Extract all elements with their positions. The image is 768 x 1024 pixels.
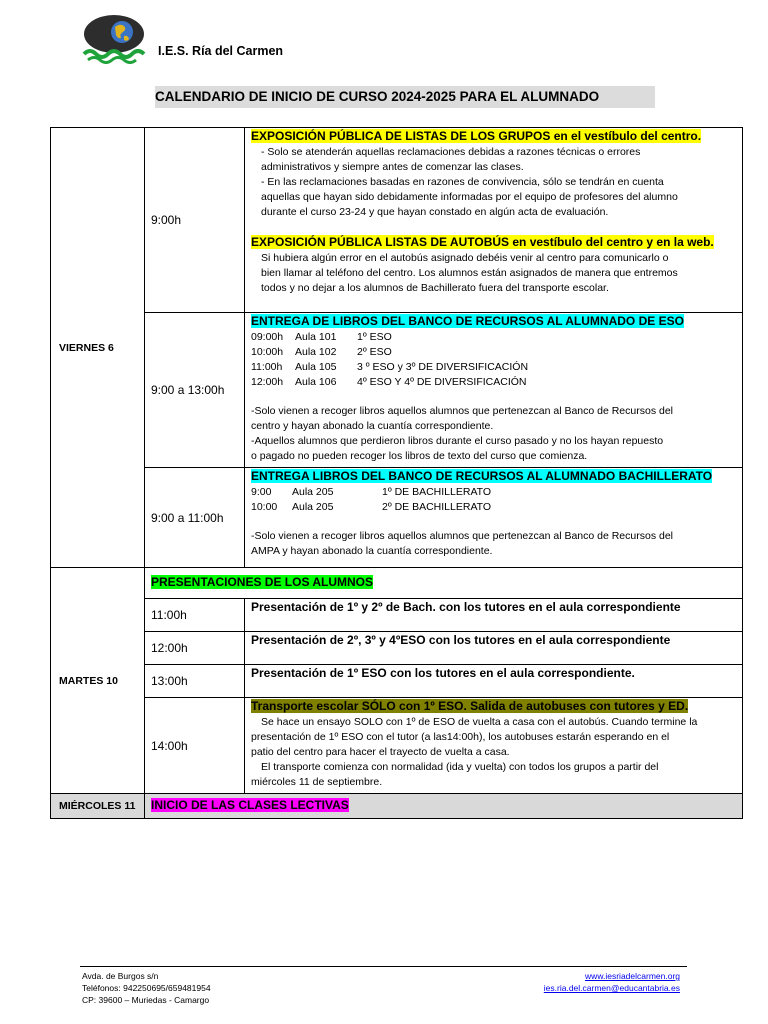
time-cell: 9:00 a 13:00h xyxy=(145,313,245,468)
highlight-heading-bus: EXPOSICIÓN PÚBLICA LISTAS DE AUTOBÚS en vestíbulo del centro y en la web. xyxy=(251,235,714,249)
footer-links xyxy=(544,970,680,994)
time-cell: 9:00h xyxy=(145,128,245,313)
text-line: o pagado no pueden recoger los libros de texto del curso que comienza. xyxy=(251,450,588,462)
schedule-list xyxy=(251,330,738,390)
content-cell-eso-books xyxy=(245,313,743,468)
tuesday-heading-row xyxy=(51,568,743,599)
tuesday-bus-row xyxy=(51,698,743,794)
text-line: patio del centro para hacer el trayecto de vuelta a casa. xyxy=(251,746,510,758)
schedule-group: 3 º ESO y 3º DE DIVERSIFICACIÓN xyxy=(357,361,529,373)
content-cell-bus xyxy=(245,698,743,794)
highlight-heading-groups: EXPOSICIÓN PÚBLICA DE LISTAS DE LOS GRUPOS en el vestíbulo del centro. xyxy=(251,129,702,143)
friday-row-1 xyxy=(51,128,743,313)
tuesday-row xyxy=(51,599,743,632)
highlight-heading-bach: ENTREGA LIBROS DEL BANCO DE RECURSOS AL ALUMNADO BACHILLERATO xyxy=(251,469,713,483)
friday-row-2 xyxy=(51,313,743,468)
schedule-hour: 10:00 xyxy=(251,501,278,513)
text-line: AMPA y hayan abonado la cuantía correspondiente. xyxy=(251,545,493,557)
schedule-hour: 12:00h xyxy=(251,376,284,388)
text-line: -Solo vienen a recoger libros aquellos alumnos que pertenezcan al Banco de Recursos del xyxy=(251,405,674,417)
text-line: administrativos y siempre antes de comenzar las clases. xyxy=(261,161,524,173)
tuesday-row xyxy=(51,632,743,665)
day-cell-friday: VIERNES 6 xyxy=(51,128,145,568)
text-line: - Solo se atenderán aquellas reclamaciones debidas a razones técnicas o errores xyxy=(261,146,641,158)
presentation-text: Presentación de 1º ESO con los tutores en el aula correspondiente. xyxy=(245,665,743,698)
school-name: I.E.S. Ría del Carmen xyxy=(158,44,284,58)
schedule-group: 2º ESO xyxy=(357,346,392,358)
schedule-room: Aula 101 xyxy=(295,331,337,343)
friday-row-3 xyxy=(51,468,743,568)
presentation-text: Presentación de 2º, 3º y 4ºESO con los tutores en el aula correspondiente xyxy=(245,632,743,665)
content-cell-lists xyxy=(245,128,743,313)
content-cell-classes xyxy=(145,794,743,819)
schedule-list xyxy=(251,485,738,515)
text-line: Se hace un ensayo SOLO con 1º de ESO de vuelta a casa con el autobús. Cuando termine la xyxy=(261,716,698,728)
highlight-heading-eso: ENTREGA DE LIBROS DEL BANCO DE RECURSOS AL ALUMNADO DE ESO xyxy=(251,314,684,328)
text-line: -Solo vienen a recoger libros aquellos alumnos que pertenezcan al Banco de Recursos del xyxy=(251,530,674,542)
schedule-room: Aula 205 xyxy=(292,486,334,498)
time-cell: 11:00h xyxy=(145,599,245,632)
text-line: El transporte comienza con normalidad (ida y vuelta) con todos los grupos a partir del xyxy=(261,761,659,773)
schedule-group: 4º ESO Y 4º DE DIVERSIFICACIÓN xyxy=(357,376,527,388)
globe-logo-icon xyxy=(80,12,152,64)
text-line: bien llamar al teléfono del centro. Los alumnos están asignados de manera que entremos xyxy=(261,267,678,279)
text-line: miércoles 11 de septiembre. xyxy=(251,776,383,788)
time-cell: 9:00 a 11:00h xyxy=(145,468,245,568)
schedule-group: 1º DE BACHILLERATO xyxy=(382,486,492,498)
calendar-table xyxy=(50,127,743,819)
footer-address xyxy=(82,970,211,1006)
schedule-room: Aula 105 xyxy=(295,361,337,373)
text-line: Si hubiera algún error en el autobús asignado debéis venir al centro para comunicarlo o xyxy=(261,252,669,264)
text-line: durante el curso 23-24 y que hayan constado en algún acta de evaluación. xyxy=(261,206,609,218)
schedule-hour: 09:00h xyxy=(251,331,284,343)
time-cell: 12:00h xyxy=(145,632,245,665)
time-cell: 13:00h xyxy=(145,665,245,698)
schedule-room: Aula 102 xyxy=(295,346,337,358)
page-title: CALENDARIO DE INICIO DE CURSO 2024-2025 PARA EL ALUMNADO xyxy=(155,86,655,108)
content-cell-presentations xyxy=(145,568,743,599)
schedule-hour: 10:00h xyxy=(251,346,284,358)
day-cell-tuesday: MARTES 10 xyxy=(51,568,145,794)
highlight-classes-start: INICIO DE LAS CLASES LECTIVAS xyxy=(151,797,349,812)
day-cell-wednesday: MIÉRCOLES 11 xyxy=(51,794,145,819)
time-cell: 14:00h xyxy=(145,698,245,794)
website-link[interactable]: www.iesriadelcarmen.org xyxy=(585,971,680,981)
text-line: todos y no dejar a los alumnos de Bachillerato fuera del transporte escolar. xyxy=(261,282,609,294)
text-line: aquellas que hayan sido debidamente informadas por el equipo de profesores del alumno xyxy=(261,191,678,203)
highlight-heading-presentations: PRESENTACIONES DE LOS ALUMNOS xyxy=(151,574,374,589)
text-line: presentación de 1º ESO con el tutor (a las14:00h), los autobuses estarán esperando en el xyxy=(251,731,670,743)
footer-address-line: Avda. de Burgos s/n xyxy=(82,971,159,981)
text-line: - En las reclamaciones basadas en razones de convivencia, sólo se tendrán en cuenta xyxy=(261,176,664,188)
presentation-text: Presentación de 1º y 2º de Bach. con los tutores en el aula correspondiente xyxy=(245,599,743,632)
schedule-hour: 11:00h xyxy=(251,361,283,373)
footer-postal: CP: 39600 – Muriedas - Camargo xyxy=(82,995,210,1005)
footer-phones: Teléfonos: 942250695/659481954 xyxy=(82,983,211,993)
text-line: -Aquellos alumnos que perdieron libros durante el curso pasado y no los hayan repuesto xyxy=(251,435,664,447)
email-link[interactable]: ies.ria.del.carmen@educantabria.es xyxy=(543,983,680,993)
schedule-group: 1º ESO xyxy=(357,331,392,343)
tuesday-row xyxy=(51,665,743,698)
footer-divider xyxy=(80,966,687,967)
highlight-heading-transport: Transporte escolar SÓLO con 1º ESO. Salida de autobuses con tutores y ED. xyxy=(251,699,689,713)
schedule-room: Aula 106 xyxy=(295,376,337,388)
wednesday-row xyxy=(51,794,743,819)
schedule-room: Aula 205 xyxy=(292,501,334,513)
schedule-group: 2º DE BACHILLERATO xyxy=(382,501,492,513)
content-cell-bach-books xyxy=(245,468,743,568)
text-line: centro y hayan abonado la cuantía correspondiente. xyxy=(251,420,494,432)
schedule-hour: 9:00 xyxy=(251,486,272,498)
